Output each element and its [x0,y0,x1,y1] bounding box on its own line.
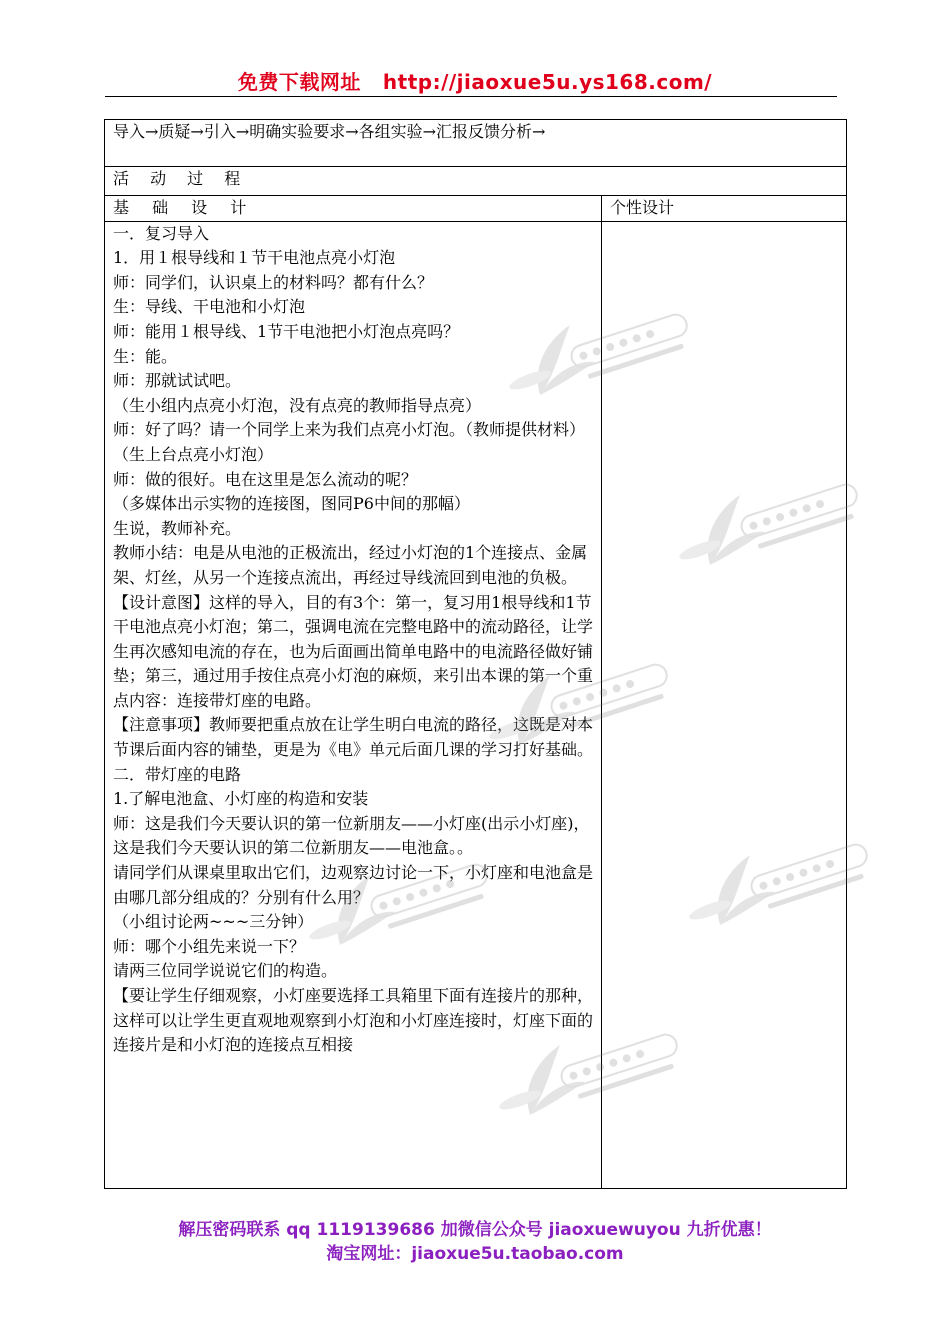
lesson-line: （生小组内点亮小灯泡，没有点亮的教师指导点亮） [113,395,482,415]
lesson-line: 【要让学生仔细观察，小灯座要选择工具箱里下面有连接片的那种，这样可以让学生更直观地观察到小灯泡和小灯座连接时，灯座下面的连接片是和小灯泡的连接点互相接 [113,986,594,1055]
download-url-link[interactable]: http://jiaoxue5u.ys168.com/ [382,70,713,94]
lesson-line: 教师小结：电是从电池的正极流出，经过小灯泡的1个连接点、金属架、灯丝，从另一个连接点流出，再经过导线流回到电池的负极。 [113,543,588,587]
lesson-line: 生：导线、干电池和小灯泡 [113,297,306,317]
lesson-line: （小组讨论两~~~三分钟） [113,912,314,932]
download-label: 免费下载网址 [237,70,361,94]
lesson-line: 二．带灯座的电路 [113,764,242,784]
flow-cell: 导入→质疑→引入→明确实验要求→各组实验→汇报反馈分析→ [105,120,847,167]
lesson-line: 生说，教师补充。 [113,518,242,538]
footer-shop-line[interactable]: 淘宝网址：jiaoxue5u.taobao.com [326,1244,624,1264]
lesson-line: 请两三位同学说说它们的构造。 [113,961,338,981]
personal-design-header: 个性设计 [602,196,847,222]
personal-design-cell [602,221,847,1188]
lesson-line: 师：同学们，认识桌上的材料吗？都有什么？ [113,272,434,292]
lesson-line: 师：那就试试吧。 [113,371,242,391]
activity-title: 活 动 过 程 [105,167,847,196]
page-header [105,66,845,95]
page-footer [105,1218,845,1266]
lesson-plan-table [104,119,847,1189]
lesson-line: 1.了解电池盒、小灯座的构造和安装 [113,789,369,809]
basic-design-header: 基 础 设 计 [105,196,602,222]
content-row [105,221,847,1188]
lesson-text [113,222,595,1188]
lesson-line: 请同学们从课桌里取出它们，边观察边讨论一下，小灯座和电池盒是由哪几部分组成的？分别有什么用？ [113,863,594,907]
lesson-line: 师：好了吗？请一个同学上来为我们点亮小灯泡。（教师提供材料） [113,420,586,440]
lesson-line: 师：做的很好。电在这里是怎么流动的呢？ [113,469,418,489]
lesson-line: （生上台点亮小灯泡） [113,444,274,464]
activity-row [105,167,847,196]
header-divider [105,96,837,97]
column-header-row [105,196,847,222]
footer-contact-line: 解压密码联系 qq 1119139686 加微信公众号 jiaoxuewuyou 九折优惠！ [178,1220,772,1240]
lesson-line: 【注意事项】教师要把重点放在让学生明白电流的路径，这既是对本节课后面内容的铺垫，更是为《电》单元后面几课的学习打好基础。 [113,715,594,760]
lesson-line: （多媒体出示实物的连接图，图同P6中间的那幅） [113,494,470,514]
lesson-line: 师：哪个小组先来说一下？ [113,936,306,956]
lesson-line: 生：能。 [113,346,178,366]
flow-row [105,120,847,167]
lesson-line: 一．复习导入 [113,223,210,243]
basic-design-cell [105,221,602,1188]
lesson-line: 师：这是我们今天要认识的第一位新朋友——小灯座(出示小灯座)，这是我们今天要认识的第二位新朋友——电池盒。。 [113,813,590,858]
lesson-line: 【设计意图】这样的导入，目的有3个：第一，复习用1根导线和1节干电池点亮小灯泡；第二，强调电流在完整电路中的流动路径，让学生再次感知电流的存在，也为后面画出简单电路中的电流路径做好铺垫；第三，通过用手按住点亮小灯泡的麻烦，来引出本课的第一个重点内容：连接带灯座的电路。 [113,592,594,710]
lesson-line: 师：能用１根导线、1节干电池把小灯泡点亮吗？ [113,321,460,341]
lesson-line: 1．用１根导线和１节干电池点亮小灯泡 [113,248,396,268]
